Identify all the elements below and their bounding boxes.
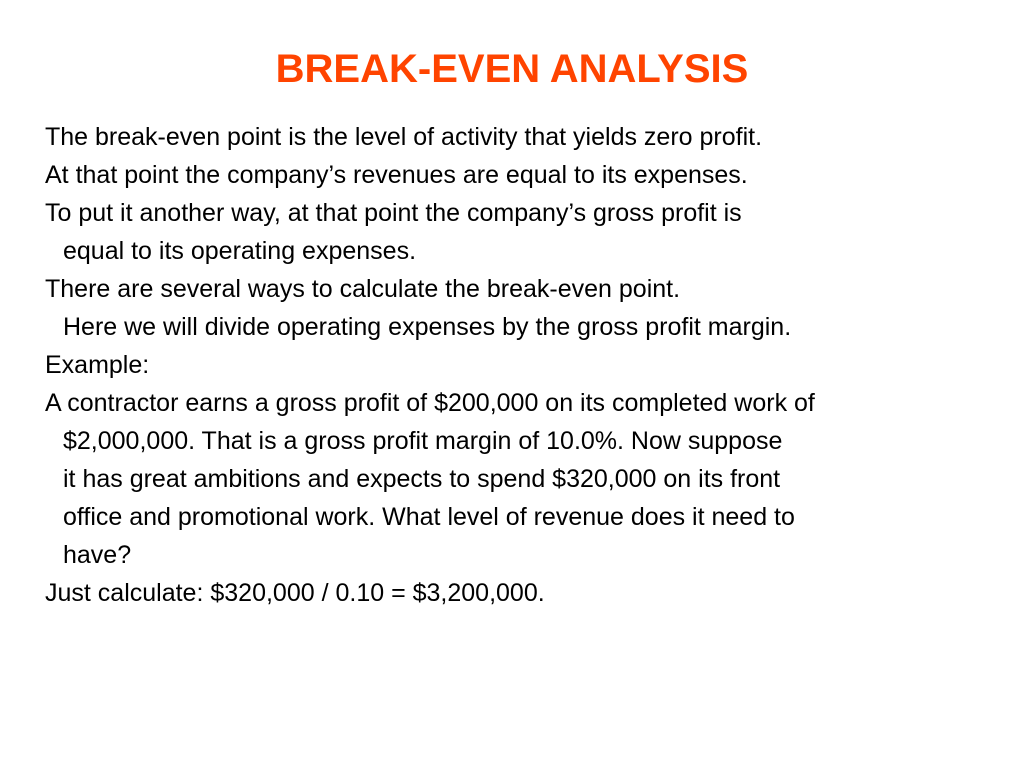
paragraph-example-heading — [45, 346, 1020, 384]
paragraph-line: Here we will divide operating expenses by the gross profit margin. — [63, 313, 792, 341]
paragraph-gross-profit — [45, 194, 1020, 270]
paragraph-example — [45, 384, 1020, 574]
paragraph-line: have? — [63, 541, 132, 569]
paragraph-calculation — [45, 574, 1020, 612]
paragraph-line: equal to its operating expenses. — [63, 237, 417, 265]
paragraph-line: $2,000,000. That is a gross profit margin of 10.0%. Now suppose — [63, 427, 783, 455]
paragraph-line: A contractor earns a gross profit of $200,000 on its completed work of — [45, 389, 815, 417]
paragraph-line: Just calculate: $320,000 / 0.10 = $3,200,000. — [45, 579, 545, 607]
slide-title: BREAK-EVEN ANALYSIS — [275, 47, 749, 91]
paragraph-line: The break-even point is the level of activity that yields zero profit. — [45, 123, 763, 151]
paragraph-line: There are several ways to calculate the break-even point. — [45, 275, 681, 303]
slide-body — [45, 118, 1020, 612]
paragraph-line: At that point the company’s revenues are equal to its expenses. — [45, 161, 748, 189]
paragraph-line: To put it another way, at that point the company’s gross profit is — [45, 199, 742, 227]
paragraph-line: it has great ambitions and expects to spend $320,000 on its front — [63, 465, 781, 493]
paragraph-methods — [45, 270, 1020, 346]
paragraph-line: office and promotional work. What level of revenue does it need to — [63, 503, 795, 531]
paragraph-definition — [45, 118, 1020, 156]
paragraph-line: Example: — [45, 351, 150, 379]
paragraph-revenues — [45, 156, 1020, 194]
